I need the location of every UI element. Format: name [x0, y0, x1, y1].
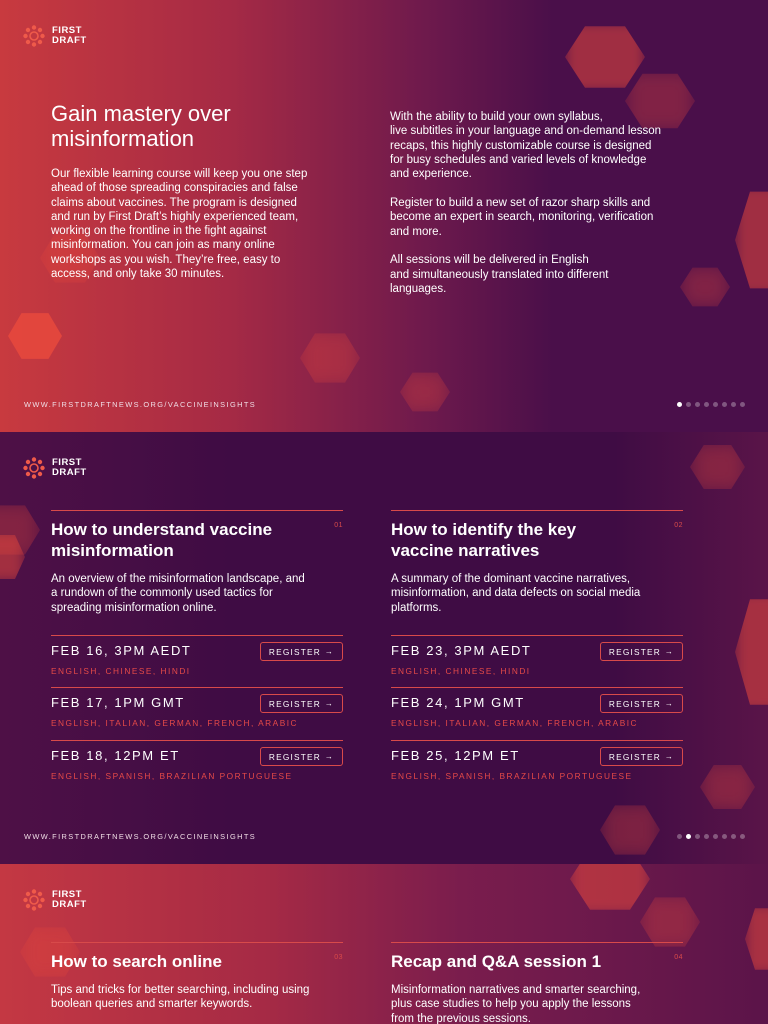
footer-url[interactable]: WWW.FIRSTDRAFTNEWS.ORG/VACCINEINSIGHTS	[24, 832, 257, 841]
hexagon-decoration	[600, 802, 660, 858]
course-number: 03	[334, 954, 343, 961]
pagination-dot[interactable]	[713, 402, 718, 407]
intro-slide	[0, 0, 768, 432]
course-title: Recap and Q&A session 1	[391, 952, 602, 971]
session-row	[51, 635, 343, 687]
course-description: A summary of the dominant vaccine narratives, misinformation, and data defects on social media platforms.	[391, 573, 641, 614]
session-date: FEB 18, 12PM ET	[51, 748, 180, 763]
session-languages: ENGLISH, ITALIAN, GERMAN, FRENCH, ARABIC	[391, 718, 639, 728]
session-date: FEB 16, 3PM AEDT	[51, 643, 192, 658]
hexagon-decoration	[745, 904, 768, 974]
arrow-right-icon: →	[664, 699, 675, 708]
hexagon-decoration	[8, 310, 62, 362]
course-card-03	[51, 942, 343, 1012]
session-row	[51, 687, 343, 739]
hexagon-decoration	[300, 330, 360, 386]
pagination-dot[interactable]	[722, 402, 727, 407]
hexagon-decoration	[735, 592, 768, 712]
course-card-04	[391, 942, 683, 1024]
pagination-dot[interactable]	[686, 834, 691, 839]
session-languages: ENGLISH, CHINESE, HINDI	[51, 666, 191, 676]
session-row	[391, 687, 683, 739]
course-card-01	[51, 510, 343, 615]
hexagon-decoration	[700, 762, 755, 812]
register-button[interactable]: REGISTER →	[260, 694, 343, 713]
sessions-slide	[0, 432, 768, 864]
first-draft-logo-icon	[22, 888, 46, 912]
session-languages: ENGLISH, SPANISH, BRAZILIAN PORTUGUESE	[391, 771, 633, 781]
arrow-right-icon: →	[664, 752, 675, 761]
register-button[interactable]: REGISTER →	[600, 747, 683, 766]
course-number: 04	[674, 954, 683, 961]
register-button[interactable]: REGISTER →	[600, 694, 683, 713]
first-draft-logo[interactable]	[22, 888, 87, 912]
session-languages: ENGLISH, SPANISH, BRAZILIAN PORTUGUESE	[51, 771, 293, 781]
course-card-02	[391, 510, 683, 615]
footer-url[interactable]: WWW.FIRSTDRAFTNEWS.ORG/VACCINEINSIGHTS	[24, 400, 257, 409]
hexagon-decoration	[690, 442, 745, 492]
pagination-dot[interactable]	[731, 834, 736, 839]
register-button[interactable]: REGISTER →	[260, 747, 343, 766]
pagination-dot[interactable]	[713, 834, 718, 839]
logo-wordmark: FIRST DRAFT	[52, 24, 87, 46]
hexagon-decoration	[565, 22, 645, 92]
session-date: FEB 24, 1PM GMT	[391, 695, 525, 710]
session-row	[391, 740, 683, 792]
register-button[interactable]: REGISTER →	[600, 642, 683, 661]
pagination-dot[interactable]	[704, 402, 709, 407]
course-title: How to search online	[51, 952, 222, 971]
hexagon-decoration	[680, 265, 730, 309]
first-draft-logo[interactable]	[22, 24, 87, 48]
first-draft-logo[interactable]	[22, 456, 87, 480]
pagination-dot[interactable]	[740, 402, 745, 407]
hexagon-decoration	[400, 370, 450, 414]
session-row	[391, 635, 683, 687]
page-title: Gain mastery over misinformation	[51, 101, 231, 151]
arrow-right-icon: →	[324, 647, 335, 656]
intro-details	[390, 110, 662, 311]
course-title: How to understand vaccine misinformation	[51, 520, 273, 560]
pagination-dot[interactable]	[677, 402, 682, 407]
arrow-right-icon: →	[324, 752, 335, 761]
course-number: 02	[674, 522, 683, 529]
session-languages: ENGLISH, CHINESE, HINDI	[391, 666, 531, 676]
course-description: Tips and tricks for better searching, including using boolean queries and smarter keywords.	[51, 984, 310, 1011]
first-draft-logo-icon	[22, 24, 46, 48]
arrow-right-icon: →	[664, 647, 675, 656]
slide-pagination	[677, 834, 745, 839]
hexagon-decoration	[570, 864, 650, 914]
first-draft-logo-icon	[22, 456, 46, 480]
course-description: Misinformation narratives and smarter searching, plus case studies to help you apply the lessons from the previous sessions.	[391, 984, 641, 1024]
pagination-dot[interactable]	[722, 834, 727, 839]
pagination-dot[interactable]	[686, 402, 691, 407]
logo-wordmark: FIRST DRAFT	[52, 888, 87, 910]
pagination-dot[interactable]	[704, 834, 709, 839]
intro-paragraph: Our flexible learning course will keep you one step ahead of those spreading conspiracies and false claims about vaccines. The program is designed and run by First Draft’s highly experienced team, working on the frontline in the fight against misinformation. You can join as many online workshops as you wish. They’re free, easy to access, and only take 30 minutes.	[51, 168, 308, 281]
session-row	[51, 740, 343, 792]
details-paragraph: With the ability to build your own syllabus, live subtitles in your language and on-demand lesson recaps, this highly customizable course is designed for busy schedules and varied levels of knowledge and experience.	[390, 111, 662, 181]
slide-pagination	[677, 402, 745, 407]
session-languages: ENGLISH, ITALIAN, GERMAN, FRENCH, ARABIC	[51, 718, 299, 728]
arrow-right-icon: →	[324, 699, 335, 708]
session-date: FEB 23, 3PM AEDT	[391, 643, 532, 658]
session-date: FEB 25, 12PM ET	[391, 748, 520, 763]
more-sessions-slide	[0, 864, 768, 1024]
course-description: An overview of the misinformation landscape, and a rundown of the commonly used tactics for spreading misinformation online.	[51, 573, 305, 614]
logo-wordmark: FIRST DRAFT	[52, 456, 87, 478]
details-paragraph: Register to build a new set of razor sharp skills and become an expert in search, monitoring, verification and more.	[390, 196, 654, 238]
course-title: How to identify the key vaccine narratives	[391, 520, 577, 560]
details-paragraph: All sessions will be delivered in English and simultaneously translated into different languages.	[390, 254, 609, 295]
course-number: 01	[334, 522, 343, 529]
pagination-dot[interactable]	[731, 402, 736, 407]
pagination-dot[interactable]	[677, 834, 682, 839]
session-date: FEB 17, 1PM GMT	[51, 695, 185, 710]
pagination-dot[interactable]	[740, 834, 745, 839]
pagination-dot[interactable]	[695, 834, 700, 839]
register-button[interactable]: REGISTER →	[260, 642, 343, 661]
hexagon-decoration	[735, 185, 768, 295]
pagination-dot[interactable]	[695, 402, 700, 407]
